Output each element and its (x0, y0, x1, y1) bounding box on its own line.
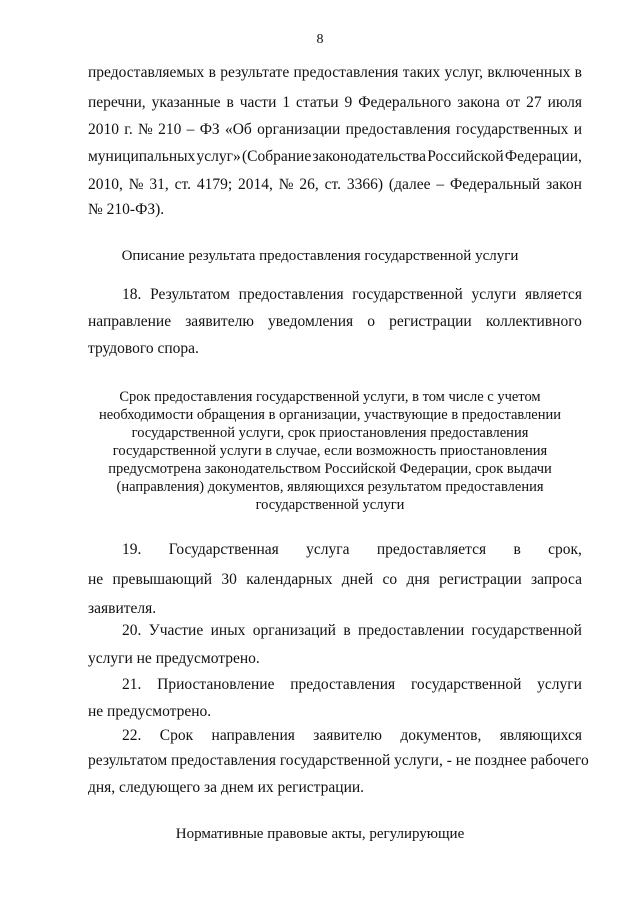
word: ст. (324, 176, 342, 193)
heading-term-line-2: необходимости обращения в организации, участвующие в предоставлении (98, 407, 562, 423)
word: 19. (122, 541, 142, 558)
word: регистрации (439, 571, 522, 588)
word: – (436, 176, 445, 193)
word: Результатом (150, 286, 230, 303)
word: 27 (526, 94, 542, 111)
word: 3366) (346, 176, 384, 193)
word: включенных (487, 64, 571, 81)
section-heading-normative-acts: Нормативные правовые акты, регулирующие (175, 826, 465, 842)
word: № (278, 176, 294, 193)
word: иных (210, 622, 246, 639)
word: 4179; (196, 176, 233, 193)
p19-line-3: заявителя. (88, 600, 157, 617)
word: (далее (388, 176, 431, 193)
word: организаций (252, 622, 336, 639)
word: документов, (400, 727, 482, 744)
word: 30 (221, 571, 237, 588)
word: предоставления (345, 121, 451, 138)
word: 21. (122, 676, 142, 693)
word: 2014, (238, 176, 273, 193)
word: № (128, 176, 144, 193)
p20-line-1 (122, 622, 582, 640)
word: 20. (122, 622, 142, 639)
word: услуга (306, 541, 350, 558)
word: не (88, 571, 104, 588)
word: Приостановление (157, 676, 275, 693)
word: закона (457, 94, 500, 111)
word: организации (257, 121, 341, 138)
word: предоставляется (376, 541, 487, 558)
p18-line-1 (122, 286, 582, 304)
intro-line-4 (88, 148, 582, 166)
intro-line-5 (88, 176, 582, 194)
word: государственной (352, 286, 463, 303)
word: 26, (299, 176, 319, 193)
word: государственной (410, 676, 522, 693)
word: части (239, 94, 277, 111)
word: заявителю (185, 313, 254, 330)
word: уведомления (268, 313, 354, 330)
p21-line-1 (122, 676, 582, 694)
word: 22. (122, 727, 142, 744)
word: Участие (148, 622, 204, 639)
section-heading-term (80, 388, 580, 514)
word: Федерального (358, 94, 452, 111)
word: «Об (224, 121, 252, 138)
word: указанные (151, 94, 221, 111)
word: результате (220, 64, 290, 81)
p18-line-3: трудового спора. (88, 340, 199, 357)
word: услуги (537, 676, 582, 693)
word: перечни, (88, 94, 146, 111)
word: № (138, 121, 153, 138)
p22-line-2: результатом предоставления государственной услуги, - не позднее рабочего (88, 752, 589, 769)
word: г. (124, 121, 133, 138)
word: срок, (548, 541, 582, 558)
p18-line-2 (88, 313, 582, 331)
p22-line-1 (122, 727, 582, 745)
word: Российской (427, 148, 504, 165)
word: о (367, 313, 375, 330)
page-number: 8 (316, 32, 324, 47)
word: ФЗ (199, 121, 220, 138)
word: 210 (158, 121, 182, 138)
word: предоставлении (358, 622, 465, 639)
word: июля (547, 94, 582, 111)
p21-line-2: не предусмотрено. (88, 703, 212, 720)
word: – (186, 121, 195, 138)
word: государственной (471, 622, 582, 639)
word: государственных (455, 121, 569, 138)
p19-line-1 (122, 541, 582, 559)
word: направления (211, 727, 295, 744)
heading-term-line-5: предусмотрена законодательством Российской Федерации, срок выдачи (108, 461, 552, 477)
word: статьи (296, 94, 339, 111)
word: является (524, 286, 582, 303)
intro-line-2 (88, 94, 582, 112)
word: являющихся (499, 727, 582, 744)
word: ст. (174, 176, 191, 193)
word: 9 (344, 94, 353, 111)
word: (Собрание (241, 148, 312, 165)
heading-term-line-6: (направления) документов, являющихся результатом предоставления (116, 479, 544, 495)
word: в (226, 94, 234, 111)
word: коллективного (485, 313, 582, 330)
word: заявителю (313, 727, 382, 744)
word: предоставляемых (88, 64, 205, 81)
section-heading-result: Описание результата предоставления государственной услуги (121, 248, 519, 264)
word: и (573, 121, 582, 138)
word: в (574, 64, 582, 81)
intro-line-1 (88, 64, 582, 82)
heading-term-line-1: Срок предоставления государственной услуги, в том числе с учетом (119, 389, 541, 405)
word: 2010, (88, 176, 123, 193)
word: запроса (531, 571, 582, 588)
intro-line-3 (88, 121, 582, 139)
word: в (343, 622, 351, 639)
word: таких (402, 64, 441, 81)
word: от (505, 94, 521, 111)
word: муниципальных (88, 148, 196, 165)
word: Срок (159, 727, 194, 744)
word: в (513, 541, 521, 558)
word: Федеральный (449, 176, 541, 193)
heading-term-line-4: государственной услуги в случае, если возможность приостановления (112, 443, 548, 459)
word: со (382, 571, 398, 588)
word: Государственная (168, 541, 279, 558)
word: 18. (122, 286, 142, 303)
word: услуг, (444, 64, 484, 81)
word: Федерации, (504, 148, 582, 165)
word: предоставления (290, 676, 396, 693)
word: предоставления (238, 286, 344, 303)
word: 31, (149, 176, 169, 193)
word: календарных (246, 571, 333, 588)
word: превышающий (112, 571, 213, 588)
heading-term-line-3: государственной услуги, срок приостановления предоставления (131, 425, 529, 441)
intro-line-6: № 210-ФЗ). (88, 201, 165, 218)
word: предоставления (293, 64, 399, 81)
word: услуги (471, 286, 517, 303)
word: законодательства (312, 148, 427, 165)
word: 2010 (88, 121, 119, 138)
word: дня (406, 571, 430, 588)
word: в (208, 64, 216, 81)
p20-line-2: услуги не предусмотрено. (88, 650, 260, 667)
word: услуг» (196, 148, 241, 165)
word: направление (88, 313, 172, 330)
word: закон (546, 176, 582, 193)
p19-line-2 (88, 571, 582, 589)
heading-term-line-7: государственной услуги (255, 497, 405, 513)
word: дней (341, 571, 374, 588)
p22-line-3: дня, следующего за днем их регистрации. (88, 779, 365, 796)
word: регистрации (389, 313, 472, 330)
word: 1 (282, 94, 291, 111)
